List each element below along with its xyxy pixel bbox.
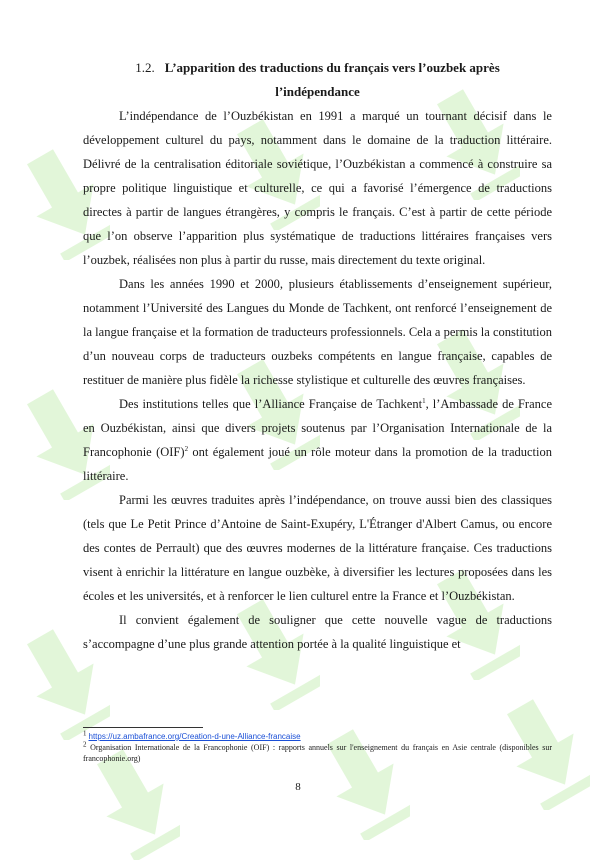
paragraph-1: L’indépendance de l’Ouzbékistan en 1991 a marqué un tournant décisif dans le développement culturel du pays, notamment dans le domaine de la traduction littéraire. Délivré de la centralisation éditoriale soviétique, l’Ouzbékistan a commencé à construire sa propre politique linguistique et culturelle, ce qui a favorisé l’émergence de traductions directes à partir de langues étrangères, y compris le français. C’est à partir de cette période que l’on observe l’apparition plus systématique de traductions littéraires françaises vers l’ouzbek, réalisées non plus à partir du russe, mais directement du texte original. — [83, 109, 552, 267]
footnote-1-link[interactable]: https://uz.ambafrance.org/Creation-d-une-Alliance-francaise — [88, 732, 301, 741]
section-heading — [83, 56, 552, 80]
footnote-2-mark: 2 — [83, 740, 87, 749]
paragraph-3 — [83, 392, 552, 488]
document-page — [83, 56, 552, 656]
footnote-ref-1[interactable]: 1 — [422, 396, 426, 405]
footnote-1-mark: 1 — [83, 729, 87, 738]
footnote-ref-2[interactable]: 2 — [184, 444, 189, 453]
page-number: 8 — [295, 781, 301, 793]
paragraph-3-part-c: ont également joué un rôle moteur dans la promotion de la traduction littéraire. — [83, 445, 552, 483]
footnotes — [83, 727, 552, 764]
footnote-2-text: Organisation Internationale de la Francophonie (OIF) : rapports annuels sur l'enseignement du français en Asie centrale (disponibles sur francophonie.org) — [83, 743, 552, 763]
paragraph-5: Il convient également de souligner que cette nouvelle vague de traductions s’accompagne d’une plus grande attention portée à la qualité linguistique et — [83, 613, 552, 651]
paragraph-4: Parmi les œuvres traduites après l’indépendance, on trouve aussi bien des classiques (tels que Le Petit Prince d’Antoine de Saint-Exupéry, L'Étranger d'Albert Camus, ou encore des contes de Perrault) que des œuvres modernes de la littérature française. Ces traductions visent à enrichir la littérature en langue ouzbèke, à diversifier les lectures proposées dans les écoles et les universités, et à renforcer le lien culturel entre la France et l’Ouzbékistan. — [83, 493, 552, 603]
footnote-1 — [83, 731, 552, 742]
footnote-2 — [83, 742, 552, 764]
section-title-line1: L’apparition des traductions du français vers l’ouzbek après — [164, 60, 500, 75]
section-title-line2: l’indépendance — [275, 84, 360, 99]
section-number: 1.2. — [135, 60, 155, 75]
paragraph-3-part-a: Des institutions telles que l’Alliance Française de Tachkent — [119, 397, 423, 411]
paragraph-2: Dans les années 1990 et 2000, plusieurs établissements d’enseignement supérieur, notamment l’Université des Langues du Monde de Tachkent, ont renforcé l’enseignement de la langue française et la formation de traducteurs professionnels. Cela a permis la constitution d’un nouveau corps de traducteurs ouzbeks compétents en langue française, capables de restituer de manière plus fidèle la richesse stylistique et culturelle des œuvres françaises. — [83, 277, 552, 387]
paragraph-3-part-b: , l’Ambassade de France en Ouzbékistan, ainsi que divers projets soutenus par l’Organisation Internationale de la Francophonie (OIF) — [83, 397, 552, 459]
footnote-separator — [83, 727, 203, 728]
